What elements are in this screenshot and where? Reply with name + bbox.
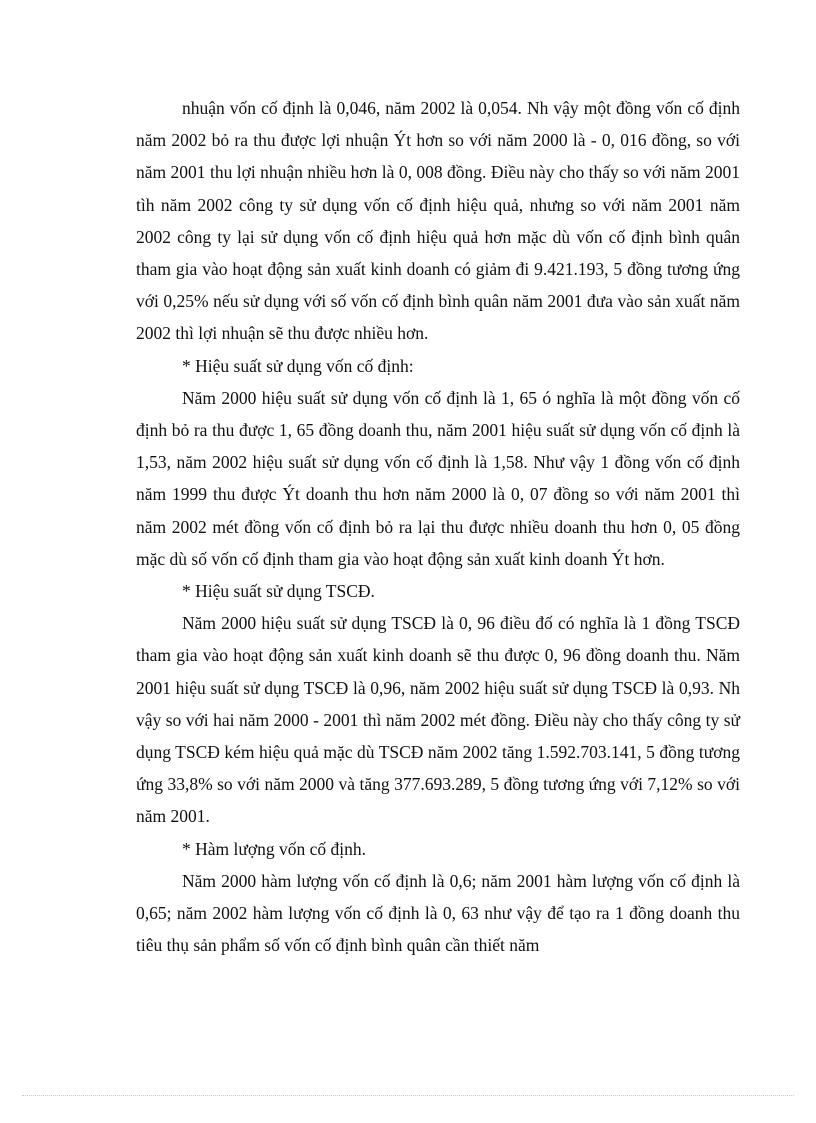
paragraph-fixed-capital-efficiency: Năm 2000 hiệu suất sử dụng vốn cố định là 1, 65 ó nghĩa là một đồng vốn cố định bỏ ra thu được 1, 65 đồng doanh thu, năm 2001 hiệu suất sử dụng vốn cố định là 1,53, năm 2002 hiệu suất sử dụng vốn cố định là 1,58. Như vậy 1 đồng vốn cố định năm 1999 thu được Ýt doanh thu hơn năm 2000 là 0, 07 đồng so với năm 2001 thì năm 2002 mét đồng vốn cố định bỏ ra lại thu được nhiều doanh thu hơn 0, 05 đồng mặc dù số vốn cố định tham gia vào hoạt động sản xuất kinh doanh Ýt hơn. <box>136 387 740 569</box>
paragraph-fixed-capital-content: Năm 2000 hàm lượng vốn cố định là 0,6; năm 2001 hàm lượng vốn cố định là 0,65; năm 2002 hàm lượng vốn cố định là 0, 63 như vậy để tạo ra 1 đồng doanh thu tiêu thụ sản phẩm số vốn cố định bình quân cần thiết năm <box>136 870 740 956</box>
heading-fixed-capital-content: * Hàm lượng vốn cố định. <box>182 838 366 859</box>
paragraph-fixed-capital-profit: nhuận vốn cố định là 0,046, năm 2002 là 0,054. Nh vậy một đồng vốn cố định năm 2002 bỏ ra thu được lợi nhuận Ýt hơn so với năm 2000 là - 0, 016 đồng, so với năm 2001 thu lợi nhuận nhiều hơn là 0, 008 đồng. Điều này cho thấy so với năm 2001 tìh năm 2002 công ty sử dụng vốn cố định hiệu quả, nhưng so với năm 2001 năm 2002 công ty lại sử dụng vốn cố định hiệu quả hơn mặc dù vốn cố định bình quân tham gia vào hoạt động sản xuất kinh doanh có giảm đi 9.421.193, 5 đồng tương ứng với 0,25% nếu sử dụng với số vốn cố định bình quân năm 2001 đưa vào sản xuất năm 2002 thì lợi nhuận sẽ thu được nhiều hơn. <box>136 98 740 344</box>
heading-fixed-asset-efficiency: * Hiệu suất sử dụng TSCĐ. <box>182 581 375 602</box>
paragraph-fixed-asset-efficiency: Năm 2000 hiệu suất sử dụng TSCĐ là 0, 96 điều đố có nghĩa là 1 đồng TSCĐ tham gia vào hoạt động sản xuất kinh doanh sẽ thu được 0, 96 đồng doanh thu. Năm 2001 hiệu suất sử dụng TSCĐ là 0,96, năm 2002 hiệu suất sử dụng TSCĐ là 0,93. Nh vậy so với hai năm 2000 - 2001 thì năm 2002 mét đồng. Điều này cho thấy công ty sử dụng TSCĐ kém hiệu quả mặc dù TSCĐ năm 2002 tăng 1.592.703.141, 5 đồng tương ứng 33,8% so với năm 2000 và tăng 377.693.289, 5 đồng tương ứng với 7,12% so với năm 2001. <box>136 613 740 827</box>
document-body <box>136 92 740 961</box>
page-footer-divider <box>22 1095 794 1096</box>
heading-fixed-capital-efficiency: * Hiệu suất sử dụng vốn cố định: <box>182 355 414 376</box>
